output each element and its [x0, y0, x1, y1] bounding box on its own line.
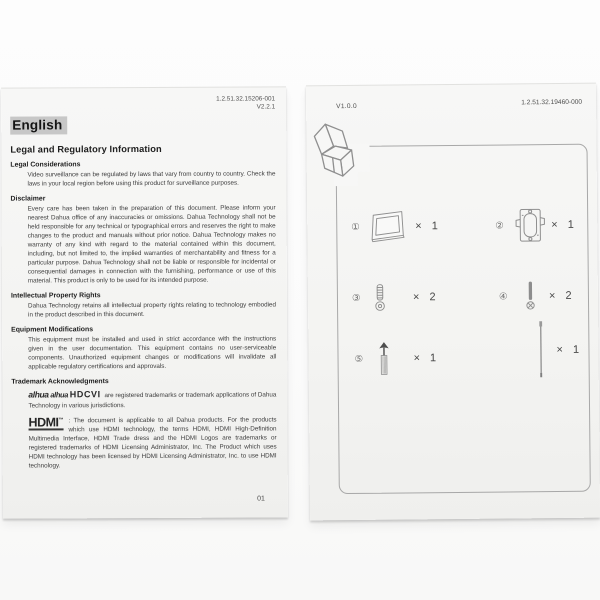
packing-item-anchor: [352, 282, 436, 313]
wall-plug-tool-icon: [378, 338, 389, 380]
section-heading-ipr: Intellectual Property Rights: [10, 292, 101, 300]
section-heading-trademarks: Trademark Acknowledgments: [11, 378, 109, 386]
packing-list-frame: [336, 144, 591, 494]
doc-version-right: V1.0.0: [336, 102, 358, 111]
open-box-icon: [312, 118, 371, 187]
left-page: [1, 86, 288, 518]
right-page: [306, 83, 600, 521]
page-title: Legal and Regulatory Information: [10, 143, 162, 155]
item-quantity: × 1: [551, 218, 574, 232]
item-quantity: × 2: [412, 291, 436, 304]
hdmi-logo: [29, 417, 64, 431]
language-title: [10, 115, 276, 134]
left-page-content: [1, 87, 288, 518]
section-body-ipr: Dahua Technology retains all intellectual property rights relating to technology embodied in the product described in this document.: [27, 301, 277, 319]
item-number: ②: [495, 220, 504, 232]
section-heading-equipment: Equipment Modifications: [11, 326, 94, 334]
section-body-equipment: This equipment must be installed and used in strict accordance with the instructions given in the user documentation. This equipment contains no user-serviceable components. Unauthorized equipment changes or modifications will invalidate all applicable regulatory certifications and approvals.: [28, 335, 277, 371]
doc-header: [10, 95, 276, 112]
dahua-logo-2: alhua: [50, 390, 68, 400]
packing-item-pin-rod: [508, 317, 579, 384]
page-number: 01: [257, 495, 265, 503]
item-quantity: × 1: [413, 352, 437, 365]
doc-code-right: 1.2.51.32.19460-000: [521, 98, 583, 107]
doc-version: V2.2.1: [256, 103, 276, 111]
trademark-text: are registered trademarks or trademark applications of Dahua Technology in various jurisdictions.: [28, 391, 277, 410]
packing-item-bracket: [495, 197, 574, 254]
packing-item-monitor: [351, 198, 438, 255]
language-title-text: English: [10, 116, 67, 134]
hdmi-text: : The document is applicable to all Dahua products. For the products which use HDMI technology, the terms HDMI, HDMI High-Definition Multimedia Interface, HDMI Trade dress and the HDMI Logos are trademarks or registered trademarks of HDMI Licensing Administrator, Inc. The Product which uses HDMI technology has been licensed by HDMI Licensing Administrator, Inc. to use HDMI technology.: [28, 416, 277, 470]
item-quantity: × 1: [556, 343, 580, 357]
item-quantity: × 1: [415, 220, 438, 233]
item-number: ①: [351, 221, 360, 233]
item-quantity: × 2: [548, 289, 572, 303]
doc-code: 1.2.51.32.15206-001: [216, 95, 276, 103]
hdmi-paragraph: [28, 415, 276, 470]
hdcvi-logo: HDCVI: [69, 389, 101, 400]
pin-rod-icon: [537, 318, 545, 382]
section-body-legal: Video surveillance can be regulated by laws that vary from country to country. Check the laws in your local region before using this product for surveillance purposes.: [27, 170, 276, 188]
section-heading-disclaimer: Disclaimer: [10, 195, 46, 203]
section-heading-legal: Legal Considerations: [10, 161, 81, 169]
section-body-disclaimer: Every care has been taken in the preparation of this document. Please inform your nearest Dahua office of any inaccuracies or omissions. Dahua Technology shall not be held responsible for any technical or typographical errors and reserves the right to make changes to the product and manuals without prior notice. Dahua Technology makes no warranty of any kind with regard to the material contained within this document, including, but not limited to, the implied warranties of merchantability and fitness for a particular purpose. Dahua Technology shall not be liable or responsible for incidental or consequential damages in connection with the furnishing, performance or use of this material. This product is only to be used for its intended purpose.: [27, 204, 276, 285]
monitor-icon: [369, 203, 407, 249]
packing-item-plug-tool: [354, 334, 436, 383]
dahua-logo: alhua: [28, 389, 49, 400]
packing-item-screw: [499, 279, 572, 314]
hdmi-logo-text: HDMI: [28, 415, 59, 430]
trademark-paragraph: [28, 387, 276, 410]
screw-icon: [525, 280, 536, 312]
item-number: ③: [351, 292, 361, 304]
expansion-anchor-icon: [374, 284, 387, 312]
bracket-icon: [515, 203, 545, 247]
item-number: ④: [498, 290, 508, 303]
hdmi-tm-mark: ™: [58, 417, 64, 424]
item-number: ⑤: [354, 353, 364, 365]
